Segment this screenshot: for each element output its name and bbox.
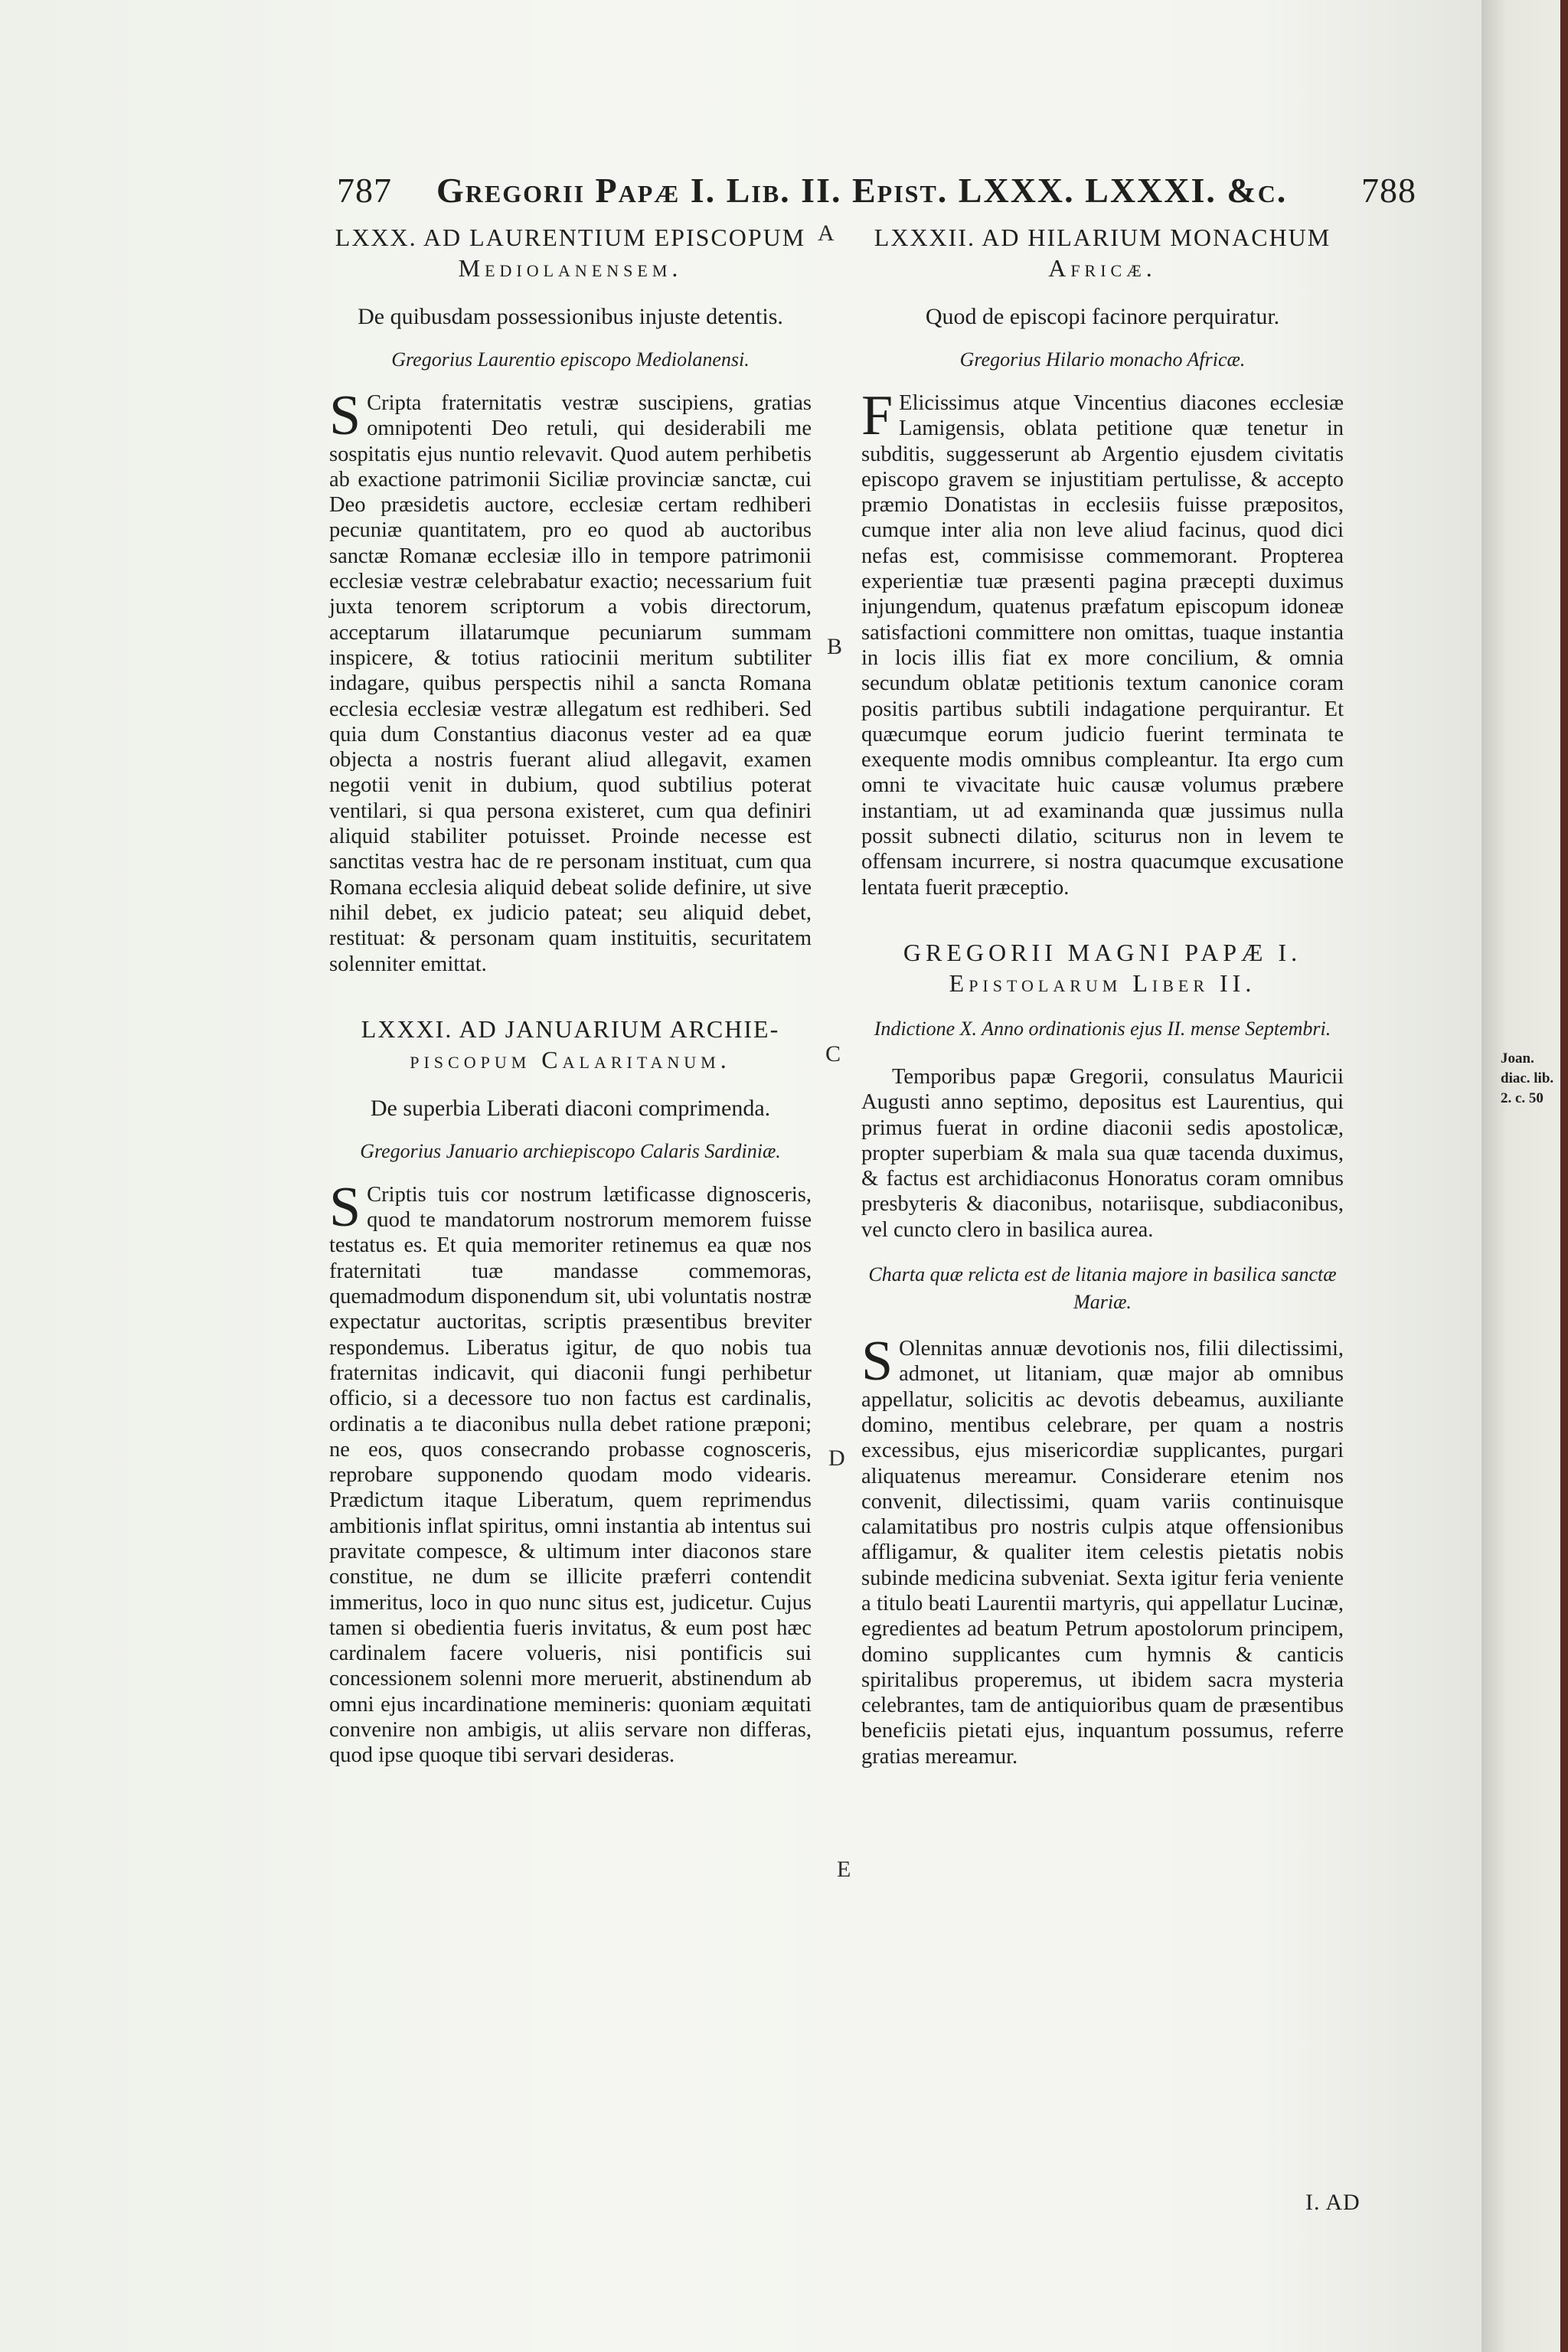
letter-82-text <box>861 384 1344 900</box>
letter-81-dropcap: S <box>329 1175 361 1239</box>
charta-title: Charta quæ relicta est de litania majore in basilica sanctæ Mariæ. <box>868 1263 1337 1314</box>
margin-letter-a: A <box>818 220 835 246</box>
letter-80-text <box>329 384 812 977</box>
letter-80-body: Cripta fraternitatis vestræ suscipiens, gratias omnipotenti Deo retuli, qui desiderabili me sospitatis ejus nuntio relevavit. Quod autem perhibetis ab exactione patrimonii Siciliæ provinciæ sanctæ, cui Deo præsidetis auctore, ecclesiæ certam redhiberi pecuniæ quantitatem, pro eo quod ab auctoribus sanctæ Romanæ ecclesiæ illo in tempore patrimonii ecclesiæ vestræ celebrabatur exactio; necessarium fuit juxta tenorem scriptorum a vobis directorum, acceptarum illatarumque pecuniarum summam inspicere, & totius ratiocinii meritum subtiliter indagare, quibus perspectis nihil a sancta Romana ecclesia ecclesiæ vestræ allegatum est redhiberi. Sed quia dum Constantius diaconus vester ad ea quæ objecta a nostris fuerant aliud allegavit, examen negotii venit in dubium, quod subtilius poterat ventilari, si qua persona existeret, cum qua definiri aliquid stabiliter potuisset. Proinde necesse est sanctitas vestra hac de re personam instituat, cum qua Romana ecclesia aliquid debeat solide definire, ut sive nihil debet, ex judicio pateat; seu aliquid debet, restituat: & personam quam instituitis, securitatem solenniter emittat. <box>329 391 812 976</box>
running-title: Gregorii Papæ I. Lib. II. Epist. LXXX. LXXXI. &c. <box>436 171 1288 210</box>
letter-81-heading-line2: piscopum Calaritanum. <box>410 1045 731 1073</box>
letter-81-heading-line1: LXXXI. AD JANUARIUM ARCHIE- <box>361 1014 780 1043</box>
indiction-date-line: Indictione X. Anno ordinationis ejus II. mense Septembri. <box>874 1017 1331 1040</box>
adjacent-page-edge <box>1481 0 1568 2352</box>
left-column <box>329 222 812 1805</box>
book-cover-edge <box>1560 0 1568 2352</box>
letter-80-heading <box>329 222 812 283</box>
page-number-right: 788 <box>1361 171 1416 210</box>
book-two-intro: Temporibus papæ Gregorii, consulatus Mauricii Augusti anno septimo, depositus est Laurentius, qui primus fuerat in ordine diaconii sedis apostolicæ, propter superbiam & mala sua quæ tacenda duximus, & factus est archidiaconus Honoratus coram omnibus presbyteris & diaconibus, notariisque, subdiaconibus, vel cuncto clero in basilica aurea. <box>861 1064 1344 1242</box>
catchword: I. AD <box>1305 2190 1361 2215</box>
letter-80-subject: De quibusdam possessionibus injuste detentis. <box>358 304 783 329</box>
margin-letter-c: C <box>825 1041 841 1067</box>
letter-82-heading-line1: LXXXII. AD HILARIUM MONACHUM <box>874 224 1331 251</box>
letter-80 <box>329 222 812 977</box>
book-two-heading-line2: Epistolarum Liber II. <box>949 969 1256 997</box>
letter-80-heading-line1: LXXX. AD LAURENTIUM EPISCOPUM <box>335 224 806 251</box>
running-head <box>337 170 1416 224</box>
letter-82-heading <box>861 222 1344 283</box>
book-two <box>861 937 1344 1769</box>
book-two-heading-line1: GREGORII MAGNI PAPÆ I. <box>903 938 1302 966</box>
letter-81-body: Criptis tuis cor nostrum lætificasse dignosceris, quod te mandatorum nostrorum memorem fuisse testatus es. Et quia memoriter retinemus ea quæ nos fraternitati tuæ mandasse commemoras, quemadmodum disponendum sit, ubi voluntatis nostræ expectatur auctoritas, scriptis præsentibus breviter respondemus. Liberatus igitur, de quo nobis tua fraternitas indicavit, qui diaconii fungi perhibetur officio, si a decessore tuo non factus est cardinalis, ordinatis a te diaconibus nulla debet ratione præponi; ne eos, quos consecrando probasse cognosceris, reprobare supponendo quodam modo videaris. Prædictum itaque Liberatum, quem reprimendus ambitionis inflat spiritus, omni instantia ab intentus sui pravitate compesce, & ultimum inter diaconos stare constitue, ne dum se illicite præferri contendit immeritus, loco in quo nunc situs est, judicetur. Cujus tamen si obedientia fueris invitatus, & eum post hæc cardinalem facere volueris, nisi pontificis sui concessionem solenni more meruerit, abstinendum ab omni ejus incardinatione memineris: quoniam æquitati convenire non ambigis, ut aliis servare non differas, quod ipse quoque tibi servari desideras. <box>329 1182 812 1768</box>
letter-82-subject: Quod de episcopi facinore perquiratur. <box>925 304 1280 329</box>
charta-body: Olennitas annuæ devotionis nos, filii dilectissimi, admonet, ut litaniam, quæ major ab omnibus appellatur, solicitis ac devotis debeamus, auxiliante domino, mentibus celebrare, per quam a nostris excessibus, ejus misericordiæ supplicantes, purgari aliquatenus mereamur. Considerare etenim nos convenit, dilectissimi, quam variis continuisque calamitatibus pro nostris culpis atque offensionibus affligamur, & qualiter item celestis pietatis nobis subinde medicina subveniat. Sexta igitur feria veniente a titulo beati Laurentii martyris, qui appellatur Lucinæ, egredientes ad beatum Petrum apostolorum principem, domino supplicantes cum hymnis & canticis spiritalibus properemus, ut ibidem sacra mysteria celebrantes, tam de antiquioribus quam de præsentibus beneficiis pietati ejus, inquantum possumus, referre gratias mereamur. <box>861 1337 1344 1769</box>
letter-82-dropcap: F <box>861 384 893 447</box>
margin-letter-e: E <box>837 1857 851 1882</box>
right-column <box>861 222 1344 1769</box>
letter-82-body: Elicissimus atque Vincentius diacones ecclesiæ Lamigensis, oblata petitione quæ tenetur in subditis, suggesserunt ab Argentio ejusdem civitatis episcopo gravem se injustitiam pertulisse, & accepto præmio Donatistas in ecclesiis fuisse præpositos, cumque inter alia non leve aliud facinus, quod dici nefas est, commisisse commemorant. Propterea experientiæ tuæ præsenti pagina præcepti duximus injungendum, quatenus præfatum episcopum idoneæ satisfactioni committere non omittas, tuaque instantia in locis illis fiat ex more concilium, & omnia secundum oblatæ petitionis textum canonice coram positis partibus subtili indagatione perquirantur. Et quæcumque eorum judicio fuerint terminata te exequente modis omnibus compleantur. Ita ergo cum omni te vivacitate huic causæ volumus præbere instantiam, ut ad examinanda quæ jussimus nulla possit subnecti dilatio, sciturus non in levem te offensam incurrere, si nostra quacumque excusatione lentata fuerit præceptio. <box>861 391 1344 900</box>
charta-dropcap: S <box>861 1330 893 1393</box>
letter-80-dropcap: S <box>329 384 361 447</box>
letter-81-subject: De superbia Liberati diaconi comprimenda. <box>370 1095 771 1121</box>
letter-81 <box>329 1014 812 1769</box>
letter-82-salutation: Gregorius Hilario monacho Africæ. <box>959 348 1246 371</box>
letter-81-salutation: Gregorius Januario archiepiscopo Calaris Sardiniæ. <box>360 1139 781 1162</box>
letter-82-heading-line2: Africæ. <box>1048 254 1157 282</box>
side-note: Joan. diac. lib. 2. c. 50 <box>1501 1050 1554 1106</box>
margin-letter-d: D <box>828 1446 845 1471</box>
margin-letter-b: B <box>827 634 843 659</box>
charta-text <box>861 1330 1344 1769</box>
letter-80-heading-line2: Mediolanensem. <box>458 254 683 282</box>
letter-81-text <box>329 1175 812 1769</box>
page-number-left: 787 <box>337 171 392 210</box>
letter-81-heading <box>329 1014 812 1075</box>
book-two-heading <box>861 937 1344 998</box>
letter-82 <box>861 222 1344 900</box>
letter-80-salutation: Gregorius Laurentio episcopo Mediolanensi. <box>391 348 750 371</box>
